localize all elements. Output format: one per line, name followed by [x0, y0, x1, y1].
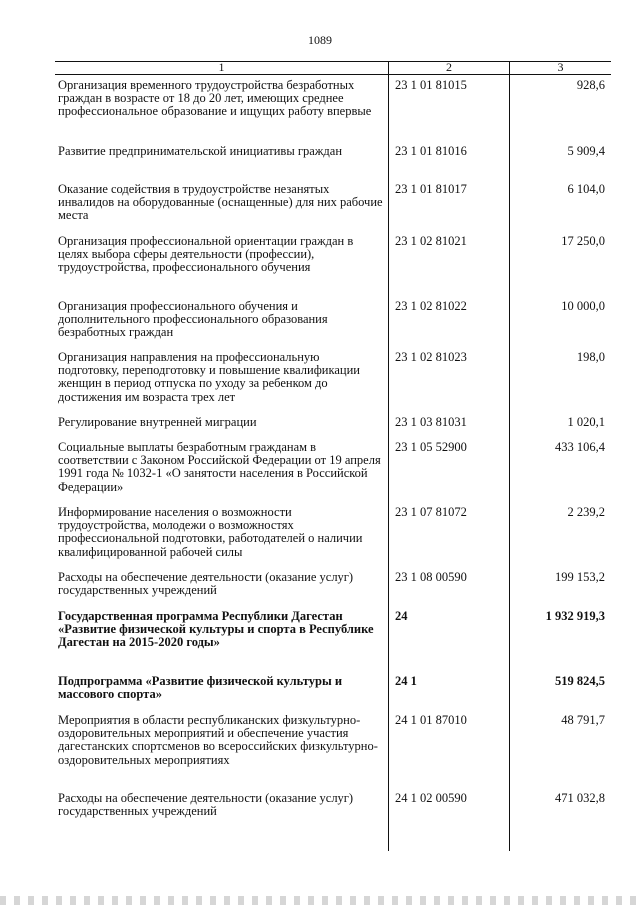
row-code: 23 1 02 81021: [395, 234, 467, 248]
row-code: 23 1 03 81031: [395, 415, 467, 429]
header-col-1: 1: [218, 60, 225, 74]
header-col-2: 2: [446, 60, 452, 74]
header-col-3: 3: [557, 60, 564, 74]
row-code: 23 1 01 81017: [395, 182, 467, 196]
row-name: Мероприятия в области республиканских физкультурно-оздоровительных мероприятий и обеспечение участия дагестанских спортсменов во всероссийских физкультурно-оздоровительных мероприятиях: [58, 713, 378, 767]
row-code: 24 1 02 00590: [395, 791, 467, 805]
row-name: Организация профессионального обучения и дополнительного профессионального образования безработных граждан: [58, 299, 328, 340]
row-amount: 48 791,7: [561, 713, 605, 727]
row-code: 23 1 05 52900: [395, 440, 467, 454]
row-amount: 2 239,2: [567, 505, 605, 519]
row-amount: 199 153,2: [555, 570, 605, 584]
row-amount: 433 106,4: [555, 440, 605, 454]
row-code: 24 1 01 87010: [395, 713, 467, 727]
row-name: Расходы на обеспечение деятельности (оказание услуг) государственных учреждений: [58, 570, 354, 598]
column-divider-2: [509, 61, 510, 851]
header-bottom-border: [55, 74, 611, 75]
row-amount: 1 020,1: [567, 415, 605, 429]
row-amount: 6 104,0: [567, 182, 605, 196]
row-amount: 10 000,0: [561, 299, 605, 313]
row-amount: 471 032,8: [555, 791, 605, 805]
row-name: Организация временного трудоустройства безработных граждан в возрасте от 18 до 20 лет, имеющих среднее профессиональное образование и ищущих работу впервые: [58, 78, 372, 119]
row-amount: 198,0: [576, 350, 605, 364]
page-number: 1089: [308, 33, 332, 47]
row-name: Расходы на обеспечение деятельности (оказание услуг) государственных учреждений: [58, 791, 354, 819]
row-amount: 1 932 919,3: [545, 609, 605, 623]
row-name: Оказание содействия в трудоустройстве незанятых инвалидов на оборудованные (оснащенные) для них рабочие места: [58, 182, 383, 223]
column-divider-1: [388, 61, 389, 851]
row-code: 23 1 02 81022: [395, 299, 467, 313]
row-name: Организация профессиональной ориентации граждан в целях выбора сферы деятельности (профессии), трудоустройства, профессионального обучения: [58, 234, 354, 275]
row-amount: 5 909,4: [567, 144, 605, 158]
row-amount: 519 824,5: [555, 674, 605, 688]
row-name: Развитие предпринимательской инициативы граждан: [58, 144, 343, 158]
row-name: Организация направления на профессиональную подготовку, переподготовку и повышение квалификации женщин в период отпуска по уходу за ребенком до достижения им возраста трех лет: [58, 350, 360, 404]
row-name: Государственная программа Республики Дагестан «Развитие физической культуры и спорта в Республике Дагестан на 2015-2020 годы»: [58, 609, 374, 650]
row-code: 23 1 08 00590: [395, 570, 467, 584]
row-name: Информирование населения о возможности трудоустройства, молодежи о возможностях профессиональной подготовки, работодателей о наличии квалифицированной рабочей силы: [58, 505, 363, 559]
scan-edge-artifact: [0, 896, 640, 905]
row-code: 24 1: [395, 674, 417, 688]
row-code: 23 1 02 81023: [395, 350, 467, 364]
budget-table: [55, 61, 611, 851]
row-code: 24: [395, 609, 408, 623]
row-code: 23 1 01 81015: [395, 78, 467, 92]
row-name: Социальные выплаты безработным гражданам в соответствии с Законом Российской Федерации от 19 апреля 1991 года № 1032-1 «О занятости населения в Российской Федерации»: [58, 440, 381, 494]
row-name: Подпрограмма «Развитие физической культуры и массового спорта»: [58, 674, 343, 702]
row-code: 23 1 07 81072: [395, 505, 467, 519]
row-amount: 928,6: [576, 78, 605, 92]
row-name: Регулирование внутренней миграции: [58, 415, 257, 429]
row-amount: 17 250,0: [561, 234, 605, 248]
row-code: 23 1 01 81016: [395, 144, 467, 158]
